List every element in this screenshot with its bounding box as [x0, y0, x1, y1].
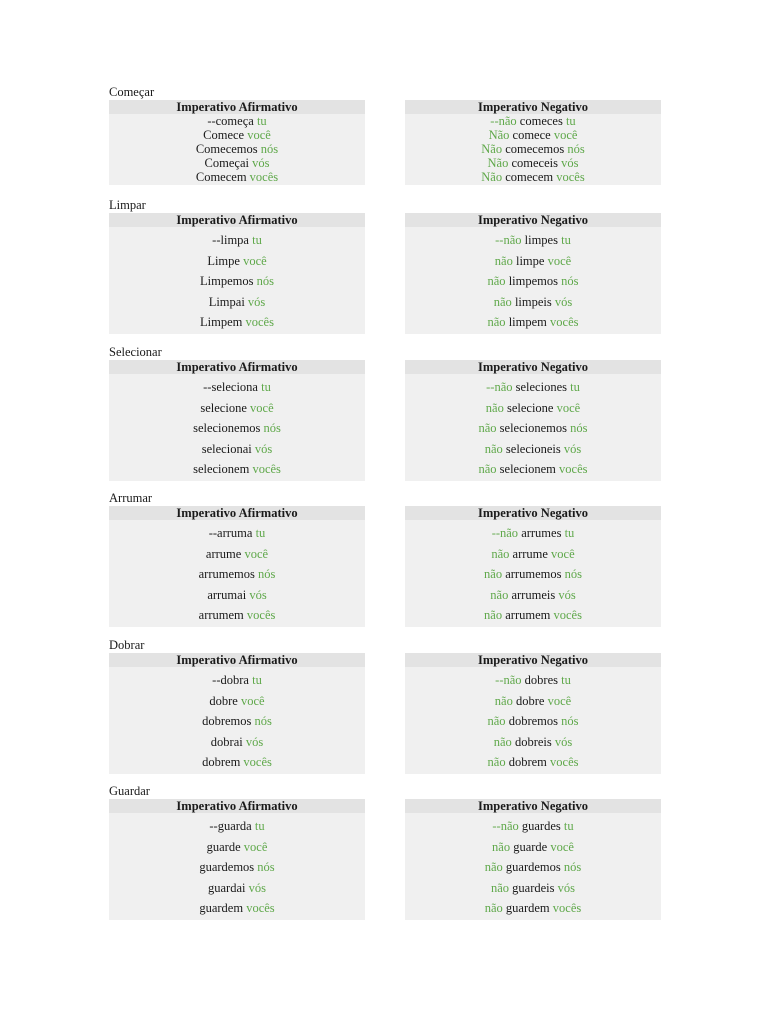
conjugation-row [109, 670, 365, 691]
pronoun: vocês [249, 170, 279, 184]
verb-form: selecionai [201, 441, 252, 456]
verb-form: selecione [506, 400, 554, 415]
conjugation-row [405, 418, 661, 439]
negative-table [405, 360, 661, 481]
negation-prefix: não [487, 315, 506, 329]
negation-prefix: não [487, 274, 506, 288]
conjugation-row [109, 114, 365, 128]
pronoun: tu [254, 819, 265, 833]
verb-form: guarde [206, 839, 241, 854]
conjugation-row [405, 142, 661, 156]
pronoun: você [550, 839, 574, 854]
verb-form: arrumeis [511, 587, 556, 602]
verb-title: Guardar [109, 784, 150, 798]
pronoun: você [547, 253, 572, 268]
conjugation-row [109, 377, 365, 398]
pronoun: nós [257, 567, 276, 581]
negative-table [405, 100, 661, 185]
affirmative-table [109, 100, 365, 185]
conjugation-row [109, 271, 365, 292]
verb-form: arrumemos [505, 567, 562, 581]
verb-form: seleciones [515, 380, 567, 394]
conjugation-row [109, 816, 365, 837]
pronoun: você [243, 839, 268, 854]
negation-prefix: --não [495, 673, 522, 687]
affirmative-rows [109, 813, 365, 920]
conjugation-row [109, 439, 365, 460]
pronoun: você [240, 693, 265, 708]
negation-prefix: Não [481, 142, 503, 156]
verb-form: limpe [515, 253, 545, 268]
pronoun: vocês [252, 462, 281, 476]
pronoun: você [553, 128, 578, 142]
conjugation-row [109, 156, 365, 170]
conjugation-row [109, 898, 365, 919]
pronoun: vós [554, 734, 573, 749]
pronoun: vocês [246, 608, 276, 622]
verb-section [109, 783, 661, 915]
dash-prefix: -- [203, 380, 212, 394]
verb-form: guardemos [505, 860, 561, 874]
pronoun: você [556, 400, 581, 415]
affirmative-rows [109, 520, 365, 627]
verb-form: selecioneis [505, 441, 561, 456]
tables-row [109, 653, 661, 769]
conjugation-row [109, 312, 365, 333]
pronoun: nós [263, 421, 281, 435]
conjugation-row [109, 585, 365, 606]
negative-table [405, 213, 661, 334]
pronoun: vós [247, 294, 266, 309]
verb-form: guardem [199, 901, 244, 915]
verb-section [109, 490, 661, 622]
negation-prefix: não [490, 880, 510, 895]
pronoun: vós [563, 441, 582, 456]
negation-prefix: --não [486, 380, 513, 394]
pronoun: vocês [243, 755, 272, 769]
pronoun: vocês [556, 170, 585, 184]
conjugation-row [405, 878, 661, 899]
affirmative-rows [109, 227, 365, 334]
pronoun: tu [255, 526, 266, 540]
pronoun: tu [565, 114, 576, 128]
pronoun: vós [248, 880, 266, 895]
negative-header: Imperativo Negativo [405, 360, 661, 374]
tables-row [109, 799, 661, 915]
negation-prefix: não [484, 901, 503, 915]
pronoun: vocês [550, 755, 579, 769]
negative-header: Imperativo Negativo [405, 799, 661, 813]
tables-row [109, 506, 661, 622]
verb-form: guardemos [199, 860, 255, 874]
pronoun: vós [558, 587, 576, 602]
negation-prefix: não [487, 714, 506, 728]
pronoun: vós [252, 156, 270, 170]
verb-form: limpes [524, 233, 558, 247]
conjugation-row [109, 732, 365, 753]
affirmative-table [109, 506, 365, 627]
verb-title: Começar [109, 85, 155, 99]
conjugation-row [109, 418, 365, 439]
conjugation-row [405, 670, 661, 691]
pronoun: tu [261, 380, 271, 394]
conjugation-row [405, 251, 661, 272]
affirmative-header: Imperativo Afirmativo [109, 799, 365, 813]
pronoun: você [547, 693, 572, 708]
conjugation-row [109, 128, 365, 142]
conjugation-row [405, 439, 661, 460]
verb-form: dobre [209, 693, 238, 708]
conjugation-row [405, 523, 661, 544]
verb-form: seleciona [211, 380, 258, 394]
conjugation-row [109, 251, 365, 272]
verb-form: comeceis [511, 156, 558, 170]
verb-form: Limpemos [200, 274, 254, 288]
verb-form: guardeis [512, 880, 555, 895]
affirmative-rows [109, 114, 365, 184]
pronoun: nós [567, 142, 585, 156]
affirmative-table [109, 799, 365, 920]
verb-form: dobrai [210, 734, 243, 749]
affirmative-header: Imperativo Afirmativo [109, 213, 365, 227]
conjugation-row [109, 564, 365, 585]
conjugation-row [109, 459, 365, 480]
verb-form: guardai [208, 880, 246, 895]
negative-rows [405, 813, 661, 920]
conjugation-row [405, 114, 661, 128]
verb-form: guardes [521, 819, 561, 833]
conjugation-row [109, 605, 365, 626]
negative-table [405, 653, 661, 774]
negation-prefix: Não [487, 156, 509, 170]
verb-form: selecionem [193, 462, 250, 476]
negative-rows [405, 114, 661, 184]
affirmative-header: Imperativo Afirmativo [109, 653, 365, 667]
conjugation-row [405, 292, 661, 313]
conjugation-row [405, 732, 661, 753]
conjugation-row [405, 459, 661, 480]
verb-section [109, 84, 661, 200]
negation-prefix: não [492, 839, 511, 854]
pronoun: vós [249, 587, 267, 602]
verb-form: selecione [200, 400, 247, 415]
conjugation-row [405, 605, 661, 626]
conjugation-row [405, 170, 661, 184]
verb-form: --arruma [208, 526, 253, 540]
verb-form: Comecemos [195, 142, 258, 156]
verb-form: dobres [524, 673, 558, 687]
pronoun: tu [561, 673, 571, 687]
conjugation-row [109, 398, 365, 419]
verb-section [109, 197, 661, 329]
verb-form: dobremos [202, 714, 252, 728]
negation-prefix: não [478, 421, 497, 435]
conjugation-row [405, 837, 661, 858]
verb-form: comece [512, 128, 551, 142]
verb-form: arrumes [521, 526, 562, 540]
verb-form: limpem [508, 315, 547, 329]
verb-form: dobrem [508, 755, 547, 769]
verb-form: arrumem [198, 608, 244, 622]
verb-form: --dobra [212, 673, 249, 687]
verb-form: Limpem [200, 315, 243, 329]
conjugation-row [405, 398, 661, 419]
pronoun: nós [256, 274, 274, 288]
conjugation-row [405, 898, 661, 919]
conjugation-row [405, 585, 661, 606]
pronoun: vocês [552, 901, 582, 915]
pronoun: vocês [245, 315, 274, 329]
dash-prefix: -- [209, 819, 218, 833]
verb-form: arrume [512, 546, 548, 561]
conjugation-row [405, 377, 661, 398]
affirmative-rows [109, 667, 365, 774]
pronoun: você [250, 400, 274, 415]
verb-form: limpeis [514, 294, 552, 309]
tables-row [109, 100, 661, 200]
verb-section [109, 344, 661, 476]
pronoun: nós [254, 714, 272, 728]
conjugation-row [405, 156, 661, 170]
negative-table [405, 506, 661, 627]
affirmative-rows [109, 374, 365, 481]
negation-prefix: não [494, 693, 513, 708]
pronoun: vocês [553, 608, 582, 622]
pronoun: vocês [550, 315, 579, 329]
negation-prefix: não [493, 734, 512, 749]
verb-form: Comece [203, 128, 245, 142]
tables-row [109, 360, 661, 476]
verb-form: selecionem [499, 462, 556, 476]
verb-form: Começai [204, 156, 249, 170]
negation-prefix: --não [491, 526, 519, 540]
negation-prefix: não [487, 755, 506, 769]
pronoun: nós [563, 860, 582, 874]
verb-form: --começa [207, 114, 254, 128]
pronoun: você [243, 253, 267, 268]
conjugation-row [109, 142, 365, 156]
conjugation-row [405, 857, 661, 878]
pronoun: nós [570, 421, 588, 435]
pronoun: nós [257, 860, 275, 874]
pronoun: tu [252, 233, 262, 247]
conjugation-row [405, 691, 661, 712]
verb-form: dobreis [514, 734, 552, 749]
conjugation-row [405, 752, 661, 773]
negation-prefix: Não [488, 128, 510, 142]
verb-title: Dobrar [109, 638, 145, 652]
conjugation-row [109, 292, 365, 313]
verb-form: Limpai [208, 294, 245, 309]
verb-title: Arrumar [109, 491, 153, 505]
conjugation-row [109, 857, 365, 878]
negation-prefix: --não [490, 114, 517, 128]
pronoun: vocês [246, 901, 275, 915]
conjugation-row [405, 312, 661, 333]
verb-form: selecionemos [499, 421, 568, 435]
negation-prefix: Não [481, 170, 503, 184]
negative-rows [405, 520, 661, 627]
affirmative-header: Imperativo Afirmativo [109, 360, 365, 374]
conjugation-row [405, 711, 661, 732]
conjugation-row [405, 816, 661, 837]
verb-form: comecemos [505, 142, 565, 156]
negation-prefix: não [484, 608, 503, 622]
verb-form: Comecem [195, 170, 247, 184]
negation-prefix: não [484, 860, 503, 874]
conjugation-row [405, 271, 661, 292]
verb-form: guarde [513, 839, 548, 854]
negation-prefix: não [494, 253, 513, 268]
pronoun: você [247, 128, 271, 142]
verb-form: arrumemos [198, 567, 255, 581]
verb-form: Limpe [207, 253, 240, 268]
negation-prefix: --não [495, 233, 522, 247]
pronoun: tu [570, 380, 580, 394]
conjugation-row [109, 878, 365, 899]
verb-form: arrumem [505, 608, 551, 622]
verb-form: guardem [505, 901, 550, 915]
verb-form: arrumai [207, 587, 247, 602]
pronoun: tu [564, 526, 575, 540]
verb-title: Limpar [109, 198, 146, 212]
affirmative-table [109, 653, 365, 774]
negation-prefix: não [484, 441, 503, 456]
negation-prefix: não [493, 294, 512, 309]
verb-section [109, 637, 661, 769]
negation-prefix: não [485, 400, 504, 415]
negative-table [405, 799, 661, 920]
verb-form: comeces [519, 114, 563, 128]
verb-form: dobrem [202, 755, 241, 769]
verb-form: comecem [505, 170, 554, 184]
conjugation-row [109, 752, 365, 773]
pronoun: nós [561, 274, 579, 288]
tables-row [109, 213, 661, 329]
verb-form: dobre [515, 693, 545, 708]
negation-prefix: não [490, 587, 509, 602]
negation-prefix: não [484, 567, 503, 581]
negative-header: Imperativo Negativo [405, 506, 661, 520]
verb-form: dobremos [508, 714, 558, 728]
conjugation-row [405, 128, 661, 142]
conjugation-row [109, 523, 365, 544]
negation-prefix: não [491, 546, 510, 561]
pronoun: tu [561, 233, 571, 247]
conjugation-row [405, 564, 661, 585]
affirmative-table [109, 213, 365, 334]
pronoun: vós [254, 441, 273, 456]
pronoun: vós [557, 880, 576, 895]
verb-form: limpa [220, 233, 249, 247]
pronoun: tu [563, 819, 574, 833]
negative-rows [405, 374, 661, 481]
affirmative-header: Imperativo Afirmativo [109, 506, 365, 520]
conjugation-row [109, 544, 365, 565]
pronoun: vocês [559, 462, 588, 476]
verb-title: Selecionar [109, 345, 162, 359]
conjugation-row [109, 230, 365, 251]
negative-rows [405, 667, 661, 774]
pronoun: vós [554, 294, 573, 309]
affirmative-table [109, 360, 365, 481]
verb-form: guarda [217, 819, 252, 833]
conjugation-row [405, 230, 661, 251]
negative-header: Imperativo Negativo [405, 213, 661, 227]
conjugation-row [109, 170, 365, 184]
pronoun: nós [260, 142, 279, 156]
pronoun: tu [252, 673, 262, 687]
verb-form: arrume [205, 546, 242, 561]
dash-prefix: -- [212, 233, 221, 247]
pronoun: você [551, 546, 575, 561]
conjugation-row [405, 544, 661, 565]
pronoun: vós [245, 734, 264, 749]
conjugation-row [109, 711, 365, 732]
negation-prefix: não [478, 462, 497, 476]
pronoun: tu [256, 114, 267, 128]
negation-prefix: --não [492, 819, 519, 833]
verb-form: selecionemos [193, 421, 261, 435]
affirmative-header: Imperativo Afirmativo [109, 100, 365, 114]
negative-header: Imperativo Negativo [405, 653, 661, 667]
pronoun: vós [561, 156, 579, 170]
pronoun: nós [561, 714, 579, 728]
conjugation-row [109, 837, 365, 858]
negative-rows [405, 227, 661, 334]
negative-header: Imperativo Negativo [405, 100, 661, 114]
conjugation-row [109, 691, 365, 712]
verb-form: limpemos [508, 274, 558, 288]
pronoun: nós [564, 567, 582, 581]
pronoun: você [244, 546, 269, 561]
